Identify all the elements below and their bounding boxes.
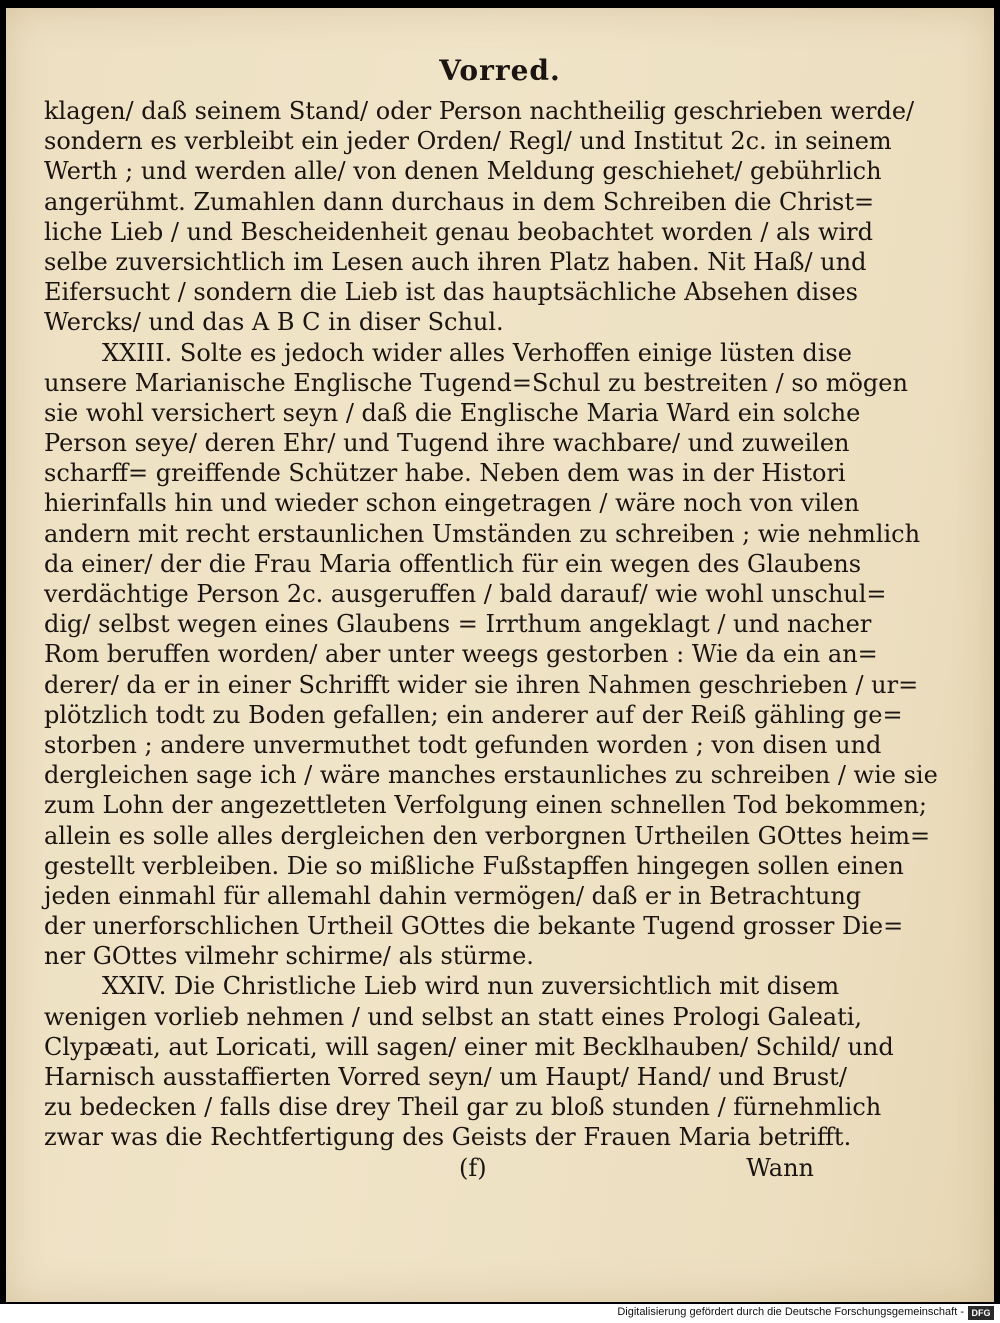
text-line: angerühmt. Zumahlen dann durchaus in dem Schreiben die Christ=: [44, 187, 875, 216]
text-line: andern mit recht erstaunlichen Umständen zu schreiben ; wie nehmlich: [44, 519, 921, 548]
text-line: ner GOttes vilmehr schirme/ als stürme.: [44, 942, 534, 971]
text-line: da einer/ der die Frau Maria offentlich für ein wegen des Glaubens: [44, 549, 862, 578]
text-line: derer/ da er in einer Schrifft wider sie ihren Nahmen geschrieben / ur=: [44, 670, 919, 699]
funding-credit: Digitalisierung gefördert durch die Deutsche Forschungsgemeinschaft -: [617, 1306, 964, 1318]
book-page: [6, 8, 994, 1302]
text-line: der unerforschlichen Urtheil GOttes die bekante Tugend grosser Die=: [44, 912, 904, 941]
text-line: zwar was die Rechtfertigung des Geists der Frauen Maria betrifft.: [44, 1123, 852, 1152]
text-line: sondern es verbleibt ein jeder Orden/ Regl/ und Institut 2c. in seinem: [44, 127, 892, 156]
text-line: jeden einmahl für allemahl dahin vermögen/ daß er in Betrachtung: [44, 881, 862, 910]
text-line: Rom beruffen worden/ aber unter weegs gestorben : Wie da ein an=: [44, 640, 878, 669]
dfg-logo-icon: DFG: [968, 1306, 994, 1320]
catchword: Wann: [746, 1154, 814, 1182]
text-line: Person seye/ deren Ehr/ und Tugend ihre wachbare/ und zuweilen: [44, 429, 850, 458]
signature-mark: (f): [459, 1154, 487, 1182]
text-line: Wercks/ und das A B C in diser Schul.: [44, 308, 504, 337]
text-line: Eifersucht / sondern die Lieb ist das hauptsächliche Absehen dises: [44, 278, 858, 307]
text-line: selbe zuversichtlich im Lesen auch ihren Platz haben. Nit Haß/ und: [44, 247, 867, 276]
paragraph-start-xxiii: XXIII. Solte es jedoch wider alles Verhoffen einige lüsten dise: [102, 338, 852, 367]
text-line: wenigen vorlieb nehmen / und selbst an statt eines Prologi Galeati,: [44, 1002, 863, 1031]
text-line: verdächtige Person 2c. ausgeruffen / bald darauf/ wie wohl unschul=: [44, 580, 887, 608]
text-line: allein es solle alles dergleichen den verborgnen Urtheilen GOttes heim=: [44, 821, 931, 850]
text-line: sie wohl versichert seyn / daß die Englische Maria Ward ein solche: [44, 398, 861, 427]
text-line: scharff= greiffende Schützer habe. Neben dem was in der Histori: [44, 459, 846, 488]
text-line: storben ; andere unvermuthet todt gefunden worden ; von disen und: [44, 730, 882, 759]
text-line: zu bedecken / falls dise drey Theil gar zu bloß stunden / fürnehmlich: [44, 1093, 882, 1122]
text-line: zum Lohn der angezettleten Verfolgung einen schnellen Tod bekommen;: [44, 791, 927, 820]
page-footer-row: [44, 1154, 814, 1186]
text-line: liche Lieb / und Bescheidenheit genau beobachtet worden / als wird: [44, 217, 874, 246]
text-line: dig/ selbst wegen eines Glaubens = Irrthum angeklagt / und nacher: [44, 610, 872, 639]
text-line: hierinfalls hin und wieder schon eingetragen / wäre noch von vilen: [44, 489, 860, 518]
text-line: Werth ; und werden alle/ von denen Meldung geschiehet/ gebührlich: [44, 157, 882, 186]
paragraph-start-xxiv: XXIV. Die Christliche Lieb wird nun zuversichtlich mit disem: [102, 972, 840, 1001]
text-line: Harnisch ausstaffierten Vorred seyn/ um Haupt/ Hand/ und Brust/: [44, 1063, 847, 1091]
page-body-text: [44, 96, 938, 1153]
text-line: Clypæati, aut Loricati, will sagen/ einer mit Becklhauben/ Schild/ und: [44, 1032, 894, 1061]
text-line: dergleichen sage ich / wäre manches erstaunliches zu schreiben / wie sie: [44, 761, 938, 790]
text-line: plötzlich todt zu Boden gefallen; ein anderer auf der Reiß gähling ge=: [44, 700, 903, 729]
digitization-footer: [0, 1304, 1000, 1323]
text-line: gestellt verbleiben. Die so mißliche Fußstapffen hingegen sollen einen: [44, 851, 904, 880]
text-line: klagen/ daß seinem Stand/ oder Person nachtheilig geschrieben werde/: [44, 97, 915, 125]
text-line: unsere Marianische Englische Tugend=Schul zu bestreiten / so mögen: [44, 368, 908, 397]
running-head: Vorred.: [439, 54, 561, 87]
